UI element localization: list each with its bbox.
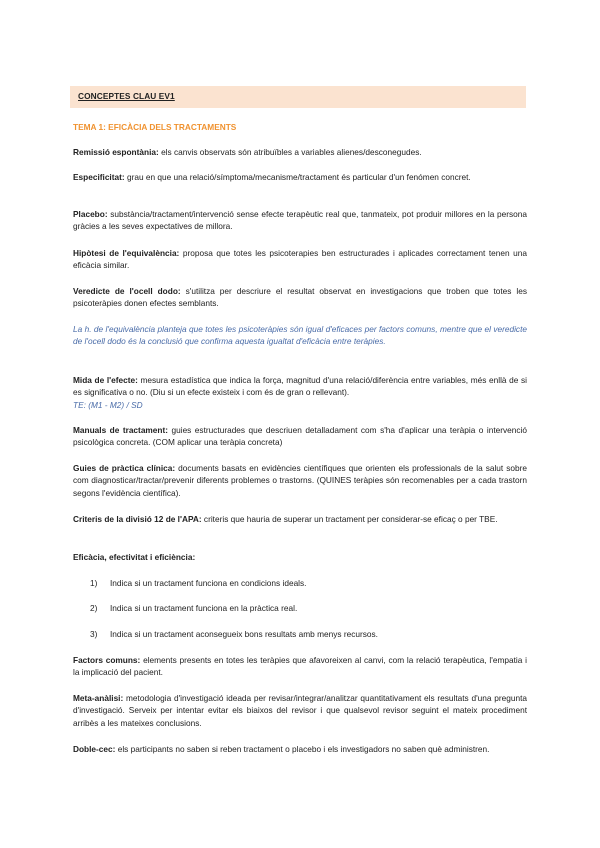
list-item [90,628,520,640]
definition-placebo [73,208,527,233]
term-label: Placebo: [73,209,108,219]
definition-especificitat [73,171,527,183]
list-number: 1) [90,578,98,588]
term-text: s'utilitza per descriure el resultat observat en investigacions que troben que totes les psicoteràpies donen efectes semblants. [73,286,528,309]
efficacy-heading [73,551,527,563]
definition-mida-efecte [73,374,527,411]
term-text: documents basats en evidències científiques que orienten els professionals de la salut sobre com diagnosticar/tractar/prevenir diferents problemes o trastorns. (QUINES teràpies són recomenables per a cada trastorn segons l'evidència científica). [73,463,527,498]
list-number: 2) [90,603,98,613]
list-text: Indica si un tractament funciona en la pràctica real. [110,603,298,613]
list-number: 3) [90,629,98,639]
definition-equivalencia [73,247,527,272]
definition-meta-analisi [73,692,527,729]
term-label: Hipòtesi de l'equivalència: [73,248,180,258]
heading-label: Eficàcia, efectivitat i eficiència: [73,552,196,562]
definition-guies [73,462,527,499]
header-banner [70,86,526,108]
term-text: metodologia d'investigació ideada per revisar/integrar/analitzar quantitativament els resultats d'una pregunta d'investigació. Serveix per intentar evitar els biaixos del revisor i que qualsevol revisor seguint el mateix procediment arribès a les mateixes conclusions. [73,693,527,728]
term-text: els canvis observats són atribuïbles a variables alienes/desconegudes. [158,147,422,157]
definition-manuals [73,424,527,449]
term-text: mesura estadística que indica la força, magnitud d'una relació/diferència entre variables, més enllà de si es significativa o no. (Diu si un efecte existeix i com és de gran o rellevant). [73,375,528,398]
term-label: Meta-anàlisi: [73,693,124,703]
term-text: substància/tractament/intervenció sense efecte terapèutic real que, tanmateix, pot produir millores en la persona gràcies a les seves expectatives de millora. [73,209,527,232]
list-item [90,577,520,589]
definition-dodo [73,285,527,310]
list-item [90,602,520,614]
definition-doble-cec [73,743,527,755]
term-label: Veredicte de l'ocell dodo: [73,286,181,296]
section-title: TEMA 1: EFICÀCIA DELS TRACTAMENTS [73,122,237,132]
term-text: guies estructurades que descriuen detalladament com s'ha d'aplicar una teràpia o intervenció psicològica concreta. (COM aplicar una teràpia concreta) [73,425,527,448]
term-label: Factors comuns: [73,655,141,665]
term-label: Guies de pràctica clínica: [73,463,176,473]
term-label: Doble-cec: [73,744,116,754]
term-label: Mida de l'efecte: [73,375,138,385]
term-label: Manuals de tractament: [73,425,169,435]
definition-criteris-apa [73,513,527,525]
list-text: Indica si un tractament funciona en condicions ideals. [110,578,307,588]
term-label: Criteris de la divisió 12 de l'APA: [73,514,202,524]
term-text: elements presents en totes les teràpies que afavoreixen al canvi, com la relació terapèutica, l'empatia i la implicació del pacient. [73,655,527,678]
term-text: els participants no saben si reben tractament o placebo i els investigadors no saben què administren. [115,744,490,754]
term-text: proposa que totes les psicoterapies ben estructurades i aplicades correctament tenen una eficàcia similar. [73,248,528,271]
definition-remissio [73,146,527,158]
term-text: criteris que hauria de superar un tractament per considerar-se eficaç o per TBE. [201,514,498,524]
term-text: grau en que una relació/símptoma/mecanisme/tractament és particular d'un fenómen concret. [124,172,471,182]
equivalence-note: La h. de l'equivalència planteja que totes les psicoteràpies són igual d'eficaces per factors comuns, mentre que el veredicte de l'ocell dodo és la conclusió que confirma aquesta igualtat d'eficàcia entre teràpies. [73,324,527,347]
list-text: Indica si un tractament aconsegueix bons resultats amb menys recursos. [110,629,378,639]
term-label: Remissió espontània: [73,147,159,157]
effect-size-formula: TE: (M1 - M2) / SD [73,399,143,410]
term-label: Especificitat: [73,172,125,182]
definition-factors-comuns [73,654,527,679]
banner-title: CONCEPTES CLAU EV1 [78,91,175,101]
